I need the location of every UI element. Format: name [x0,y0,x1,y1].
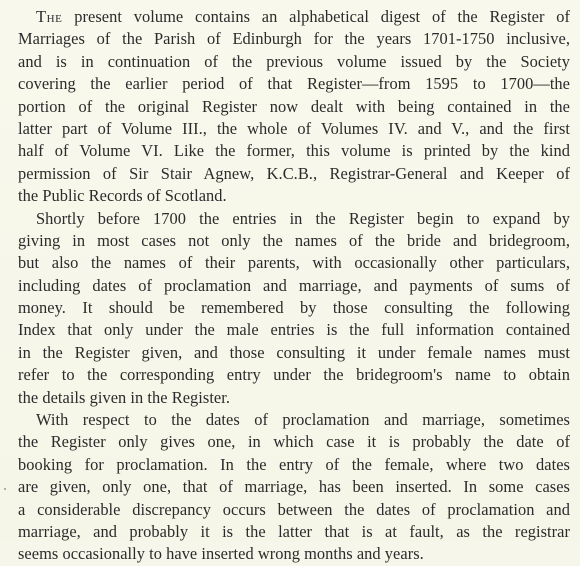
paragraph-3-line-4: are given, only one, that of marriage, has been inserted. In some cases [18,477,570,497]
paragraph-1-line-1: The present volume contains an alphabetical digest of the Register of [36,7,571,26]
paragraph-2-line-1: Shortly before 1700 the entries in the Register begin to expand by [36,208,570,228]
paragraph-1-line-7: half of Volume VI. Like the former, this volume is printed by the kind [18,141,570,161]
paragraph-1-lead: The [36,7,63,26]
paragraph-2-line-7: in the Register given, and those consulting it under female names must [18,342,570,362]
paragraph-3-line-1: With respect to the dates of proclamation and marriage, sometimes [36,410,570,430]
paragraph-2-line-6: Index that only under the male entries is the full information contained [18,320,570,340]
paragraph-2-line-5: money. It should be remembered by those consulting the following [18,298,570,318]
preface-text [18,6,570,566]
paragraph-1-line-6: latter part of Volume III., the whole of Volumes IV. and V., and the first [18,118,570,138]
paragraph-3-line-7: seems occasionally to have inserted wrong months and years. [18,544,424,564]
print-speck [4,488,6,490]
paragraph-3-line-3: booking for proclamation. In the entry of the female, where two dates [18,454,570,474]
paragraph-1-line-4: covering the earlier period of that Register—from 1595 to 1700—the [18,74,570,94]
paragraph-2-line-3: but also the names of their parents, with occasionally other particulars, [18,253,570,273]
paragraph-1-line-3: and is in continuation of the previous volume issued by the Society [18,51,570,71]
paragraph-2-line-8: refer to the corresponding entry under the bridegroom's name to obtain [18,365,570,385]
paragraph-1-line-2: Marriages of the Parish of Edinburgh for the years 1701-1750 inclusive, [18,29,570,49]
paragraph-3-line-2: the Register only gives one, in which case it is probably the date of [18,432,570,452]
paragraph-1-line-5: portion of the original Register now dealt with being contained in the [18,96,570,116]
paragraph-3-line-6: marriage, and probably it is the latter that is at fault, as the registrar [18,521,570,541]
paragraph-2-line-9: the details given in the Register. [18,387,231,407]
paragraph-2-line-2: giving in most cases not only the names of the bride and bridegroom, [18,230,570,250]
paragraph-1-line-9: the Public Records of Scotland. [18,186,227,206]
paragraph-3-line-5: a considerable discrepancy occurs between the dates of proclamation and [18,499,570,519]
paragraph-1-line-8: permission of Sir Stair Agnew, K.C.B., Registrar-General and Keeper of [18,163,570,183]
paragraph-2-line-4: including dates of proclamation and marriage, and payments of sums of [18,275,570,295]
